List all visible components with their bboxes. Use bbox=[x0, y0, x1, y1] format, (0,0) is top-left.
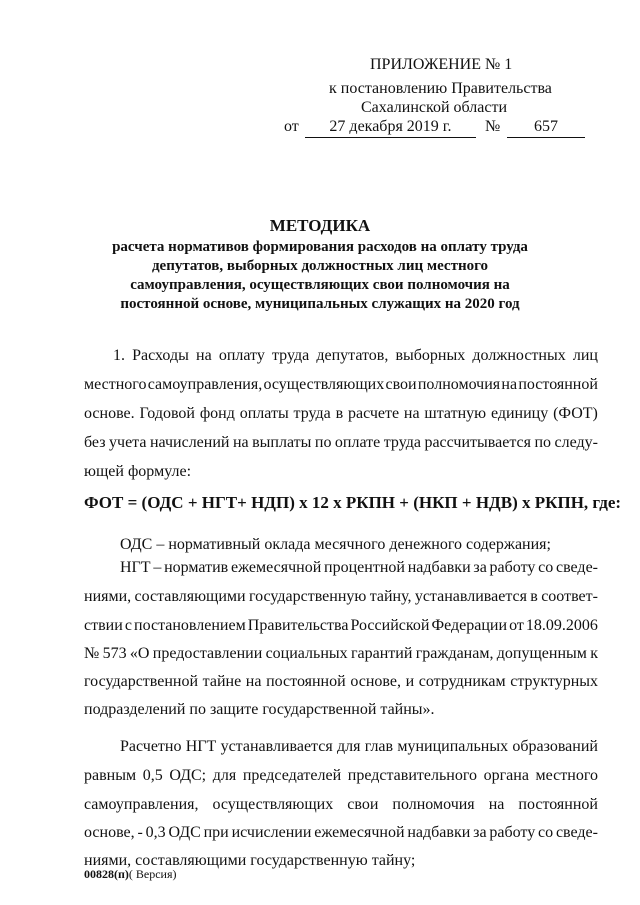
word: процентной bbox=[324, 559, 405, 576]
definition-ngt-line bbox=[84, 588, 598, 606]
text-line bbox=[120, 559, 598, 577]
word: сотрудникам bbox=[418, 673, 506, 690]
word: глав bbox=[364, 738, 394, 755]
paragraph-ngt-line bbox=[120, 738, 598, 756]
word: надбавки bbox=[407, 559, 471, 576]
text-line bbox=[120, 738, 598, 756]
word: сведе- bbox=[555, 824, 598, 841]
word: следу- bbox=[554, 434, 598, 451]
text-line bbox=[84, 767, 598, 785]
word: лиц bbox=[572, 347, 598, 364]
word: Российской bbox=[350, 617, 430, 634]
word: - bbox=[137, 824, 143, 841]
text-line bbox=[113, 347, 598, 365]
word: 1. bbox=[113, 347, 125, 364]
word: на bbox=[232, 434, 249, 451]
word: представительного bbox=[347, 767, 477, 784]
word: НГТ bbox=[120, 559, 151, 576]
word: 0,3 bbox=[145, 824, 166, 841]
paragraph1-line bbox=[84, 463, 598, 481]
word: для bbox=[212, 767, 237, 784]
word: депутатов, bbox=[316, 347, 389, 364]
word: с bbox=[124, 617, 132, 634]
word: постоянной bbox=[266, 673, 346, 690]
text-line: ниями, составляющими государственную тайну; bbox=[84, 852, 416, 869]
word: за bbox=[473, 559, 487, 576]
paragraph-ngt-line bbox=[84, 824, 598, 842]
text-line bbox=[84, 405, 598, 423]
word: местного bbox=[535, 767, 598, 784]
word: без bbox=[84, 434, 106, 451]
word: ежемесячной bbox=[314, 824, 405, 841]
word: начислений bbox=[149, 434, 230, 451]
word: при bbox=[203, 824, 229, 841]
word: государственной bbox=[84, 673, 199, 690]
word: осуществляющих bbox=[212, 796, 334, 813]
paragraph1-line bbox=[84, 434, 598, 452]
word: составляющими bbox=[134, 588, 246, 605]
word: самоуправления, bbox=[84, 796, 199, 813]
appendix-line-region: Сахалинской области bbox=[361, 99, 508, 116]
word: равным bbox=[84, 767, 137, 784]
text-line bbox=[84, 645, 598, 663]
word: гарантий bbox=[350, 645, 413, 662]
word: полномочия bbox=[417, 376, 501, 393]
paragraph-ngt-line bbox=[84, 767, 598, 785]
word: труда bbox=[271, 347, 310, 364]
word: Расчетно bbox=[120, 738, 182, 755]
word: расчете bbox=[347, 405, 400, 422]
definition-ods bbox=[120, 536, 598, 554]
word: председателей bbox=[242, 767, 342, 784]
word: – bbox=[153, 559, 162, 576]
appendix-number-label: № bbox=[485, 118, 501, 135]
word: со bbox=[538, 559, 554, 576]
word: со bbox=[538, 824, 554, 841]
word: оплаты bbox=[239, 405, 289, 422]
text-line bbox=[84, 376, 598, 394]
footer-code bbox=[84, 867, 177, 882]
word: от bbox=[509, 617, 524, 634]
text-line bbox=[84, 588, 598, 606]
word: основе, bbox=[84, 824, 135, 841]
word: в bbox=[530, 588, 538, 605]
word: к bbox=[590, 645, 598, 662]
definition-ngt-line bbox=[84, 673, 598, 691]
formula: ФОТ = (ОДС + НГТ+ НДП) х 12 х РКПН + (НКП + НДВ) х РКПН, где: bbox=[84, 493, 622, 512]
word: «О bbox=[129, 645, 150, 662]
text-line: подразделений по защите государственной тайны». bbox=[84, 701, 435, 718]
definition-ngt-line bbox=[84, 645, 598, 663]
word: ОДС bbox=[168, 824, 201, 841]
word: выборных bbox=[395, 347, 466, 364]
word: самоуправления, bbox=[147, 376, 263, 393]
word: постоянной bbox=[518, 796, 598, 813]
word: свои bbox=[385, 376, 417, 393]
word: органа bbox=[483, 767, 529, 784]
footer-code-number: 00828(п) bbox=[84, 867, 129, 881]
document-title: МЕТОДИКА bbox=[269, 216, 371, 235]
word: ствии bbox=[84, 617, 123, 634]
word: по bbox=[534, 434, 552, 451]
word: по bbox=[314, 434, 332, 451]
appendix-title: ПРИЛОЖЕНИЕ № 1 bbox=[370, 56, 513, 73]
document-subtitle: расчета нормативов формирования расходов на оплату труда депутатов, выборных должностных лиц местного самоуправления, осуществляющих свои полномочия на постоянной основе, муниципальных служащих на 2020 год bbox=[112, 239, 528, 312]
text-line bbox=[84, 617, 598, 635]
word: 0,5 bbox=[142, 767, 163, 784]
paragraph-ngt-line bbox=[84, 796, 598, 814]
word: норматив bbox=[164, 559, 229, 576]
word: ниями, bbox=[84, 588, 132, 605]
word: фонд bbox=[199, 405, 235, 422]
footer-version: ( Версия) bbox=[128, 867, 177, 881]
word: соответ- bbox=[541, 588, 598, 605]
word: штатную bbox=[424, 405, 487, 422]
text-line: ОДС – нормативный оклада месячного денежного содержания; bbox=[120, 536, 551, 553]
word: единицу bbox=[490, 405, 549, 422]
word: сведе- bbox=[555, 559, 598, 576]
word: устанавливается bbox=[220, 738, 333, 755]
definition-ngt-line bbox=[84, 617, 598, 635]
word: выплаты bbox=[252, 434, 312, 451]
word: постоянной bbox=[518, 376, 598, 393]
word: работу bbox=[489, 824, 536, 841]
word: на bbox=[403, 405, 420, 422]
word: № bbox=[84, 645, 100, 662]
word: тайну, bbox=[369, 588, 412, 605]
word: допущенным bbox=[496, 645, 587, 662]
appendix-date: 27 декабря 2019 г. bbox=[305, 118, 476, 138]
text-line bbox=[84, 673, 598, 691]
word: на bbox=[196, 347, 212, 364]
word: НГТ bbox=[185, 738, 217, 755]
word: тайне bbox=[202, 673, 242, 690]
word: в bbox=[335, 405, 344, 422]
word: гражданам, bbox=[415, 645, 494, 662]
paragraph1-line bbox=[84, 376, 598, 394]
word: основе, bbox=[350, 673, 401, 690]
word: муниципальных bbox=[397, 738, 509, 755]
appendix-line-resolution: к постановлению Правительства bbox=[329, 80, 552, 97]
word: работу bbox=[489, 559, 536, 576]
word: постановлением bbox=[134, 617, 246, 634]
word: Расходы bbox=[132, 347, 189, 364]
appendix-number: 657 bbox=[507, 118, 585, 138]
word: свои bbox=[347, 796, 379, 813]
word: рассчитывается bbox=[424, 434, 531, 451]
word: государственную bbox=[248, 588, 367, 605]
word: труда bbox=[383, 434, 421, 451]
word: ежемесячной bbox=[230, 559, 322, 576]
word: основе. bbox=[84, 405, 135, 422]
word: образований bbox=[512, 738, 598, 755]
word: социальных bbox=[265, 645, 348, 662]
word: Федерации bbox=[431, 617, 508, 634]
word: на bbox=[488, 796, 505, 813]
word: устанавливается bbox=[414, 588, 527, 605]
word: осуществляющих bbox=[263, 376, 385, 393]
appendix-from-label: от bbox=[284, 118, 299, 135]
word: на bbox=[245, 673, 262, 690]
word: оплате bbox=[334, 434, 381, 451]
word: учета bbox=[109, 434, 147, 451]
definition-ngt-line bbox=[120, 559, 598, 577]
word: структурных bbox=[510, 673, 598, 690]
word: должностных bbox=[472, 347, 566, 364]
text-line bbox=[84, 434, 598, 452]
word: местного bbox=[84, 376, 147, 393]
paragraph1-line bbox=[113, 347, 598, 365]
word: 573 bbox=[102, 645, 127, 662]
word: ОДС; bbox=[169, 767, 207, 784]
word: надбавки bbox=[407, 824, 471, 841]
word: на bbox=[501, 376, 518, 393]
word: предоставлении bbox=[152, 645, 263, 662]
word: (ФОТ) bbox=[553, 405, 598, 422]
paragraph1-line bbox=[84, 405, 598, 423]
word: для bbox=[336, 738, 361, 755]
word: Годовой bbox=[139, 405, 195, 422]
word: за bbox=[473, 824, 487, 841]
word: исчислении bbox=[231, 824, 312, 841]
definition-ngt-line bbox=[84, 701, 598, 719]
text-line: ющей формуле: bbox=[84, 463, 192, 480]
word: 18.09.2006 bbox=[525, 617, 598, 634]
text-line bbox=[84, 796, 598, 814]
text-line bbox=[84, 824, 598, 842]
word: труда bbox=[293, 405, 331, 422]
word: Правительства bbox=[247, 617, 349, 634]
word: оплату bbox=[218, 347, 265, 364]
word: полномочия bbox=[392, 796, 475, 813]
word: и bbox=[405, 673, 415, 690]
